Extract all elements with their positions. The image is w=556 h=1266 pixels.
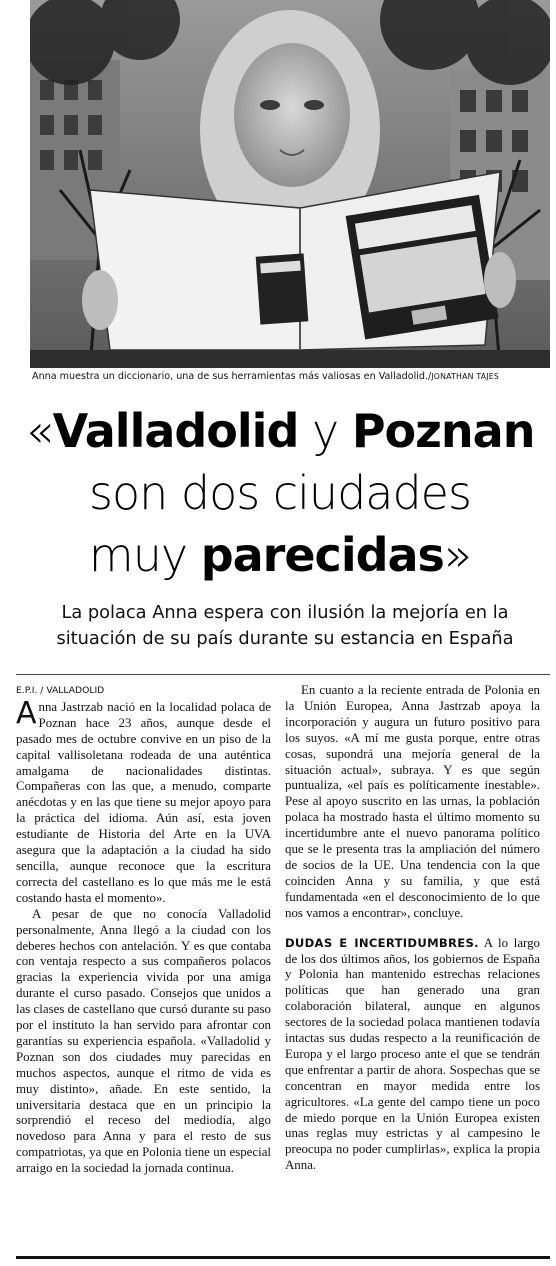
byline: E.P.I. / VALLADOLID bbox=[16, 685, 105, 696]
page-bottom-rule bbox=[16, 1256, 550, 1259]
drop-cap: A bbox=[16, 695, 37, 731]
headline-word-y: y bbox=[298, 404, 352, 458]
headline-line-2: son dos ciudades bbox=[89, 466, 471, 520]
article-photo bbox=[30, 0, 550, 368]
headline-word-valladolid: Valladolid bbox=[52, 404, 299, 458]
section-heading: DUDAS E INCERTIDUMBRES. bbox=[285, 935, 479, 950]
headline-open-quote: « bbox=[25, 404, 53, 458]
caption-text: Anna muestra un diccionario, una de sus herramientas más valiosas en Valladolid./ bbox=[32, 371, 432, 382]
headline-word-parecidas: parecidas bbox=[200, 528, 444, 582]
article-paragraph-2: A pesar de que no conocía Valladolid personalmente, Anna llegó a la ciudad con los deberes hechos con antelación. Y es que contaba con ventaja respecto a sus compañeros polacos gracias la experiencia vivida por una amiga durante el curso pasado. Consejos que unidos a las clases de castellano que cursó durante su paso por el instituto la han servido para afrontar con garantías su experiencia española. «Valladolid y Poznan son dos ciudades muy parecidas en muchos aspectos, aunque el ritmo de vida es muy distinto», añade. En este sentido, la universitaria destaca que en un principio la sorprendió el receso del mediodía, algo novedoso para Anna y para el resto de sus compatriotas, ya que en Polonia tiene un especial arraigo en la sociedad la jornada continua. bbox=[16, 906, 271, 1176]
headline-line-3 bbox=[20, 524, 540, 586]
article-paragraph-4 bbox=[285, 936, 540, 1175]
headline-word-muy: muy bbox=[88, 528, 201, 582]
paragraph-4-text: A lo largo de los dos últimos años, los gobiernos de España y Polonia han mantenido estrechas relaciones políticas que han generado una gran colaboración bilateral, aunque en algunos sectores de la sociedad polaca mantienen todavía intactas sus dudas respecto a la reunificación de Europa y el largo proceso ante el que se tendrán que enfrentar a partir de ahora. Sospechas que se concentran en mayor medida entre los agricultores. «La gente del campo tiene un poco de miedo porque en la Unión Europea existen unas reglas muy estrictas y al campesino le preocupa no poder cumplirlas», explica la propia Anna. bbox=[285, 935, 540, 1173]
article-column-left bbox=[16, 683, 271, 1177]
photo-illustration bbox=[30, 0, 550, 368]
section-divider-top bbox=[16, 674, 550, 675]
photo-credit: JONATHAN TAJES bbox=[431, 372, 500, 381]
headline-close-quote: » bbox=[443, 528, 472, 582]
headline-line-1 bbox=[20, 400, 540, 462]
article-paragraph-3: En cuanto a la reciente entrada de Polonia en la Unión Europea, Anna Jastrzab apoya la incorporación y augura un futuro positivo para los suyos. «A mí me gusta porque, entre otras cosas, supondrá una mejoría general de la situación actual», subraya. Y es que según puntualiza, «el país es políticamente inestable». Pese al apoyo suscrito en las urnas, la población polaca ha mostrado hasta el último momento su incertidumbre ante el nuevo panorama político que se le presenta tras la ampliación del número de socios de la UE. Una tendencia con la que coinciden Anna y su familia, y que está fundamentada «en el desconocimiento de lo que nos vamos a encontrar», concluye. bbox=[285, 683, 540, 920]
headline bbox=[20, 400, 540, 586]
paragraph-gap bbox=[285, 922, 540, 936]
subheadline: La polaca Anna espera con ilusión la mejoría en la situación de su país durante su estancia en España bbox=[56, 602, 514, 649]
paragraph-1-text: nna Jastrzab nació en la localidad polaca de Poznan hace 23 años, aunque desde el pasado mes de octubre convive en un piso de la capital vallisoletana rodeada de una auténtica amalgama de nacionalidades distintas. Compañeras con las que, a menudo, comparte anécdotas y en las que tiene su mejor apoyo para la práctica del idioma. Aún así, esta joven estudiante de Historia del Arte en la UVA asegura que la adaptación a la ciudad ha sido sencilla, aunque reconoce que la escritura correcta del castellano es lo que más me le está costando hasta el momento». bbox=[16, 699, 271, 905]
photo-caption bbox=[32, 371, 548, 382]
headline-word-poznan: Poznan bbox=[351, 404, 535, 458]
article-paragraph-1 bbox=[16, 695, 271, 907]
article-column-right bbox=[285, 683, 540, 1174]
